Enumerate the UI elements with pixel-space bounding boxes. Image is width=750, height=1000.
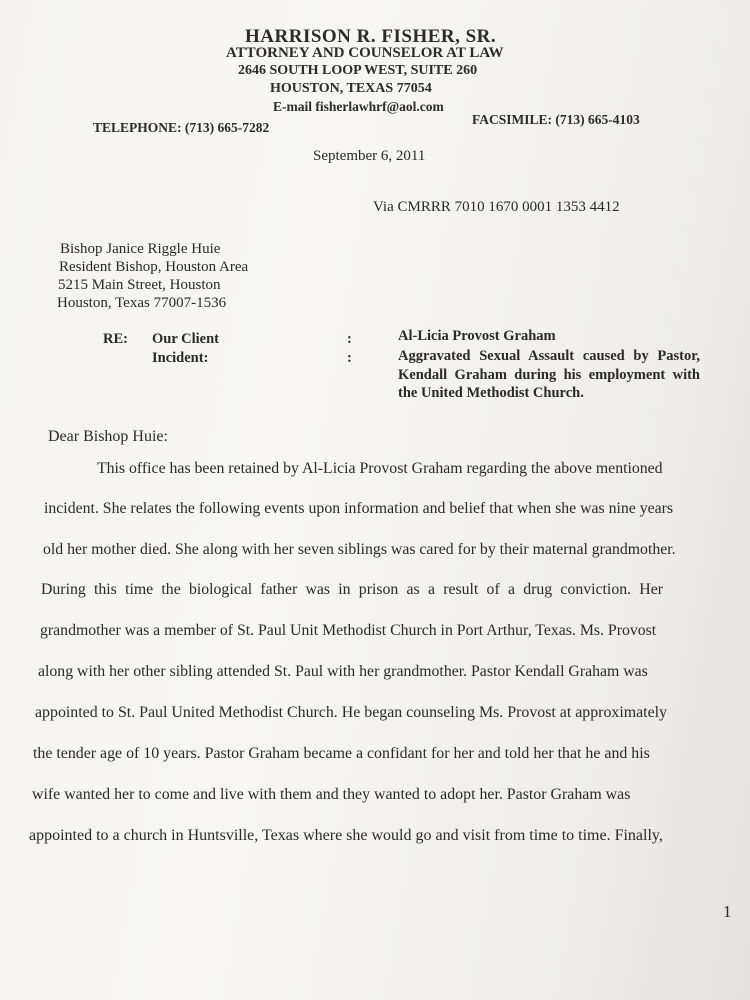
recipient-line-2: Resident Bishop, Houston Area — [59, 259, 249, 275]
body-line-10: appointed to a church in Huntsville, Texas where she would go and visit from time to time. Finally, — [29, 827, 663, 844]
body-line-6: along with her other sibling attended St. Paul with her grandmother. Pastor Kendall Graham was — [38, 663, 648, 680]
delivery-method: Via CMRRR 7010 1670 0001 1353 4412 — [373, 199, 620, 215]
client-name: Al-Licia Provost Graham — [398, 328, 556, 344]
body-line-4: During this time the biological father was in prison as a result of a drug conviction. Her — [41, 581, 663, 598]
incident-description: Aggravated Sexual Assault caused by Pastor, Kendall Graham during his employment with the United Methodist Church. — [398, 348, 700, 401]
attorney-name: HARRISON R. FISHER, SR. — [245, 26, 497, 47]
letter-date: September 6, 2011 — [313, 148, 426, 164]
body-line-3: old her mother died. She along with her seven siblings was cared for by their maternal grandmother. — [43, 541, 676, 558]
attorney-city: HOUSTON, TEXAS 77054 — [270, 81, 432, 96]
body-line-1: This office has been retained by Al-Licia Provost Graham regarding the above mentioned — [97, 460, 663, 477]
client-label: Our Client — [152, 331, 219, 347]
body-line-2: incident. She relates the following events upon information and belief that when she was nine years — [44, 500, 674, 517]
body-line-5: grandmother was a member of St. Paul Unit Methodist Church in Port Arthur, Texas. Ms. Provost — [40, 622, 657, 639]
recipient-line-1: Bishop Janice Riggle Huie — [60, 241, 221, 257]
body-line-8: the tender age of 10 years. Pastor Graham became a confidant for her and told her that he and his — [33, 745, 650, 762]
attorney-title: ATTORNEY AND COUNSELOR AT LAW — [226, 45, 504, 61]
recipient-line-3: 5215 Main Street, Houston — [58, 277, 221, 293]
recipient-line-4: Houston, Texas 77007-1536 — [57, 295, 227, 311]
attorney-email: E-mail fisherlawhrf@aol.com — [273, 99, 444, 114]
body-line-7: appointed to St. Paul United Methodist Church. He began counseling Ms. Provost at approximately — [35, 704, 668, 721]
page-number: 1 — [723, 902, 732, 921]
incident-label: Incident: — [152, 350, 209, 366]
attorney-street: 2646 SOUTH LOOP WEST, SUITE 260 — [238, 63, 478, 78]
attorney-facsimile: FACSIMILE: (713) 665-4103 — [472, 112, 640, 127]
client-colon: : — [347, 331, 352, 347]
re-label: RE: — [103, 331, 128, 347]
incident-colon: : — [347, 350, 352, 366]
body-line-9: wife wanted her to come and live with them and they wanted to adopt her. Pastor Graham was — [32, 786, 631, 803]
salutation: Dear Bishop Huie: — [48, 428, 168, 445]
attorney-telephone: TELEPHONE: (713) 665-7282 — [93, 120, 270, 135]
